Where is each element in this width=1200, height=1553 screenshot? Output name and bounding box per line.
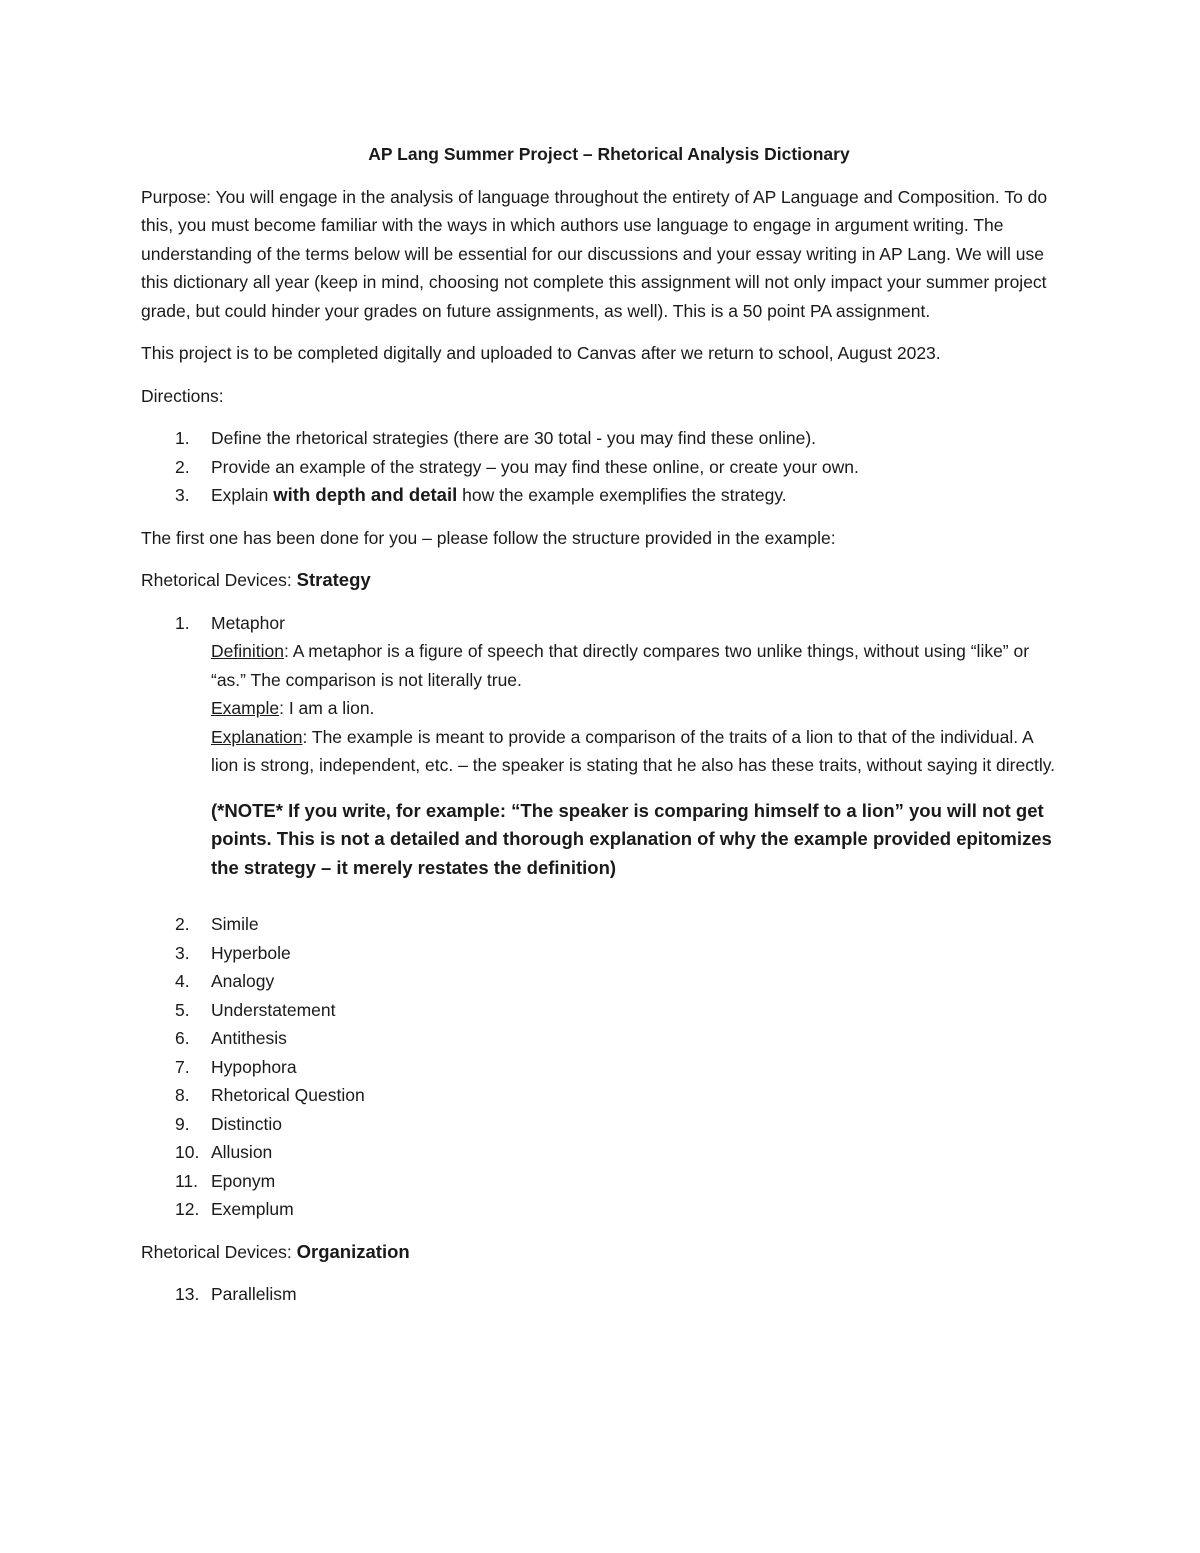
term-text: Simile	[211, 914, 259, 934]
list-item	[141, 1053, 1061, 1082]
list-number: 9.	[175, 1113, 190, 1134]
term-text: Hyperbole	[211, 942, 291, 963]
example-label: Example	[211, 698, 280, 718]
list-number: 13.	[175, 1284, 200, 1304]
list-number: 1.	[175, 428, 190, 448]
definition-label: Definition	[211, 641, 284, 661]
directions-item	[141, 453, 1061, 482]
term-text: Exemplum	[211, 1199, 294, 1219]
section-label: Rhetorical Devices:	[141, 570, 297, 590]
term-text: Parallelism	[211, 1284, 297, 1304]
first-done-paragraph: The first one has been done for you – please follow the structure provided in the example:	[141, 527, 836, 548]
definition-text: : A metaphor is a figure of speech that directly compares two unlike things, without using “like” or “as.” The comparison is not literally true.	[211, 641, 1030, 690]
list-item	[141, 910, 1061, 939]
term-text: Allusion	[211, 1142, 273, 1162]
section-heading-organization	[141, 1238, 1061, 1267]
list-item	[141, 1024, 1061, 1053]
list-number: 1.	[175, 612, 190, 633]
list-number: 5.	[175, 999, 190, 1020]
project-note-paragraph: This project is to be completed digitally and uploaded to Canvas after we return to school, August 2023.	[141, 343, 941, 363]
list-item	[141, 1138, 1061, 1167]
directions-text: Explain	[211, 485, 274, 505]
term-text: Eponym	[211, 1170, 276, 1191]
explanation-label: Explanation	[211, 726, 303, 747]
term-text: Understatement	[211, 999, 336, 1020]
list-number: 2.	[175, 914, 190, 934]
list-number: 8.	[175, 1085, 190, 1105]
list-item	[141, 1280, 1061, 1309]
list-item	[141, 1081, 1061, 1110]
list-number: 7.	[175, 1056, 190, 1077]
example-list	[141, 609, 1061, 883]
explanation-line	[211, 723, 1061, 780]
list-item	[141, 996, 1061, 1025]
example-item	[141, 609, 1061, 883]
list-number: 4.	[175, 971, 190, 991]
strategy-terms-list	[141, 910, 1061, 1224]
list-item	[141, 967, 1061, 996]
term-text: Hypophora	[211, 1056, 297, 1077]
organization-terms-list	[141, 1280, 1061, 1309]
document-title: AP Lang Summer Project – Rhetorical Analysis Dictionary	[368, 144, 850, 164]
directions-list	[141, 424, 1061, 510]
directions-text: how the example exemplifies the strategy.	[457, 485, 787, 505]
note-paragraph: (*NOTE* If you write, for example: “The speaker is comparing himself to a lion” you will not get points. This is not a detailed and thorough explanation of why the example provided epitomizes the strategy – it merely restates the definition)	[211, 799, 1052, 878]
directions-item	[141, 481, 1061, 510]
term-text: Antithesis	[211, 1028, 287, 1048]
directions-emphasis: with depth and detail	[273, 484, 458, 505]
explanation-text: : The example is meant to provide a comparison of the traits of a lion to that of the individual. A lion is strong, independent, etc. – the speaker is stating that he also has these traits, without saying it directly.	[211, 726, 1056, 775]
definition-line	[211, 637, 1061, 694]
section-name: Strategy	[296, 569, 371, 590]
directions-label: Directions:	[141, 385, 224, 406]
directions-text: Provide an example of the strategy – you may find these online, or create your own.	[211, 456, 859, 477]
section-heading-strategy	[141, 566, 1061, 595]
list-number: 11.	[175, 1170, 199, 1191]
directions-item	[141, 424, 1061, 453]
purpose-paragraph: Purpose: You will engage in the analysis of language throughout the entirety of AP Language and Composition. To do this, you must become familiar with the ways in which authors use language to engage in argument writing. The understanding of the terms below will be essential for our discussions and your essay writing in AP Lang. We will use this dictionary all year (keep in mind, choosing not complete this assignment will not only impact your summer project grade, but could hinder your grades on future assignments, as well). This is a 50 point PA assignment.	[141, 186, 1048, 321]
list-number: 12.	[175, 1199, 200, 1219]
example-term: Metaphor	[211, 612, 285, 633]
term-text: Distinctio	[211, 1113, 282, 1134]
section-name: Organization	[296, 1240, 410, 1262]
document-page	[141, 140, 1061, 1323]
list-number: 6.	[175, 1028, 190, 1048]
term-text: Analogy	[211, 971, 275, 991]
section-label: Rhetorical Devices:	[141, 1241, 297, 1262]
term-text: Rhetorical Question	[211, 1085, 365, 1105]
example-line	[211, 694, 1061, 723]
example-text: : I am a lion.	[279, 698, 375, 718]
list-number: 3.	[175, 942, 190, 963]
list-number: 3.	[175, 485, 190, 505]
list-item	[141, 939, 1061, 968]
list-number: 2.	[175, 456, 190, 477]
list-item	[141, 1167, 1061, 1196]
list-item	[141, 1195, 1061, 1224]
list-number: 10.	[175, 1142, 200, 1162]
directions-text: Define the rhetorical strategies (there are 30 total - you may find these online).	[211, 428, 817, 448]
list-item	[141, 1110, 1061, 1139]
